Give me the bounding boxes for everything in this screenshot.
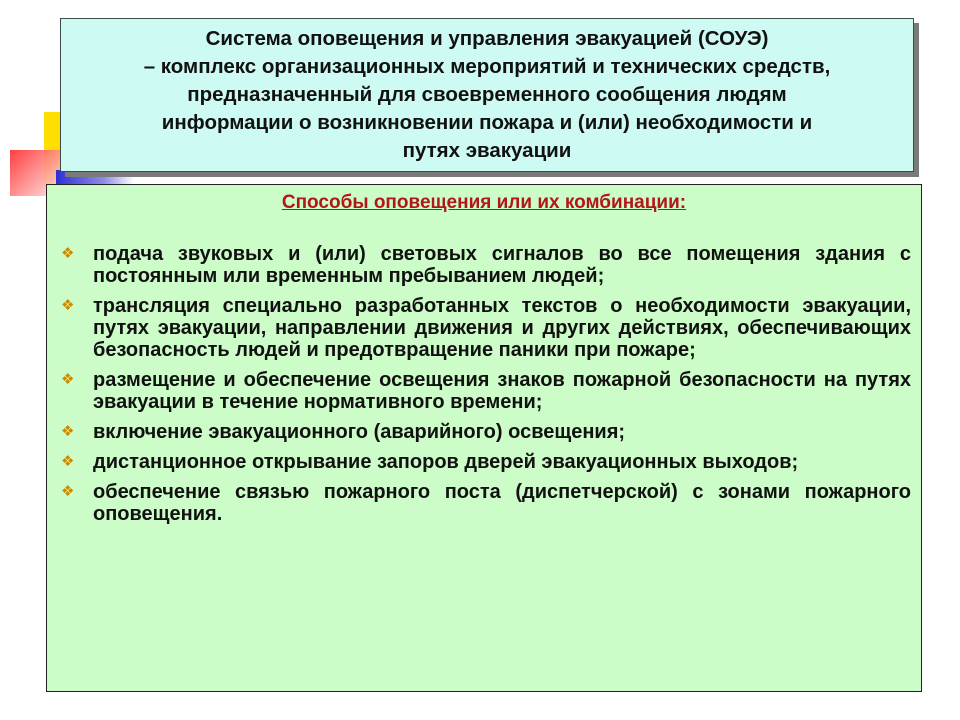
list-item-text: включение эвакуационного (аварийного) освещения; — [93, 421, 626, 443]
list-item — [57, 369, 911, 413]
list-item — [57, 481, 911, 525]
diamond-bullet-icon: ❖ — [61, 371, 75, 388]
list-item-text: размещение и обеспечение освещения знаков пожарной безопасности на путях эвакуации в течение нормативного времени; — [93, 369, 911, 413]
methods-list — [57, 243, 911, 525]
list-item — [57, 295, 911, 361]
title-line: – комплекс организационных мероприятий и технических средств, — [143, 55, 831, 78]
diamond-bullet-icon: ❖ — [61, 453, 75, 470]
title-line: Система оповещения и управления эвакуацией (СОУЭ) — [205, 27, 769, 50]
title-line: информации о возникновении пожара и (или) необходимости и — [161, 111, 813, 134]
content-box — [46, 184, 922, 692]
list-item-text: обеспечение связью пожарного поста (диспетчерской) с зонами пожарного оповещения. — [93, 481, 911, 525]
title-line: предназначенный для своевременного сообщения людям — [187, 83, 787, 106]
diamond-bullet-icon: ❖ — [61, 245, 75, 262]
page-title — [144, 25, 831, 165]
list-item-text: дистанционное открывание запоров дверей эвакуационных выходов; — [93, 451, 799, 473]
list-item — [57, 451, 911, 473]
section-heading: Способы оповещения или их комбинации: — [281, 192, 687, 213]
list-item-text: подача звуковых и (или) световых сигналов во все помещения здания с постоянным или временным пребыванием людей; — [93, 243, 911, 287]
list-item-text: трансляция специально разработанных текстов о необходимости эвакуации, путях эвакуации, направлении движения и других действиях, обеспечивающих безопасность людей и предотвращение паники при пожаре; — [93, 295, 911, 361]
title-line: путях эвакуации — [402, 139, 572, 162]
diamond-bullet-icon: ❖ — [61, 297, 75, 314]
diamond-bullet-icon: ❖ — [61, 423, 75, 440]
diamond-bullet-icon: ❖ — [61, 483, 75, 500]
title-box — [60, 18, 914, 172]
list-item — [57, 421, 911, 443]
list-item — [57, 243, 911, 287]
